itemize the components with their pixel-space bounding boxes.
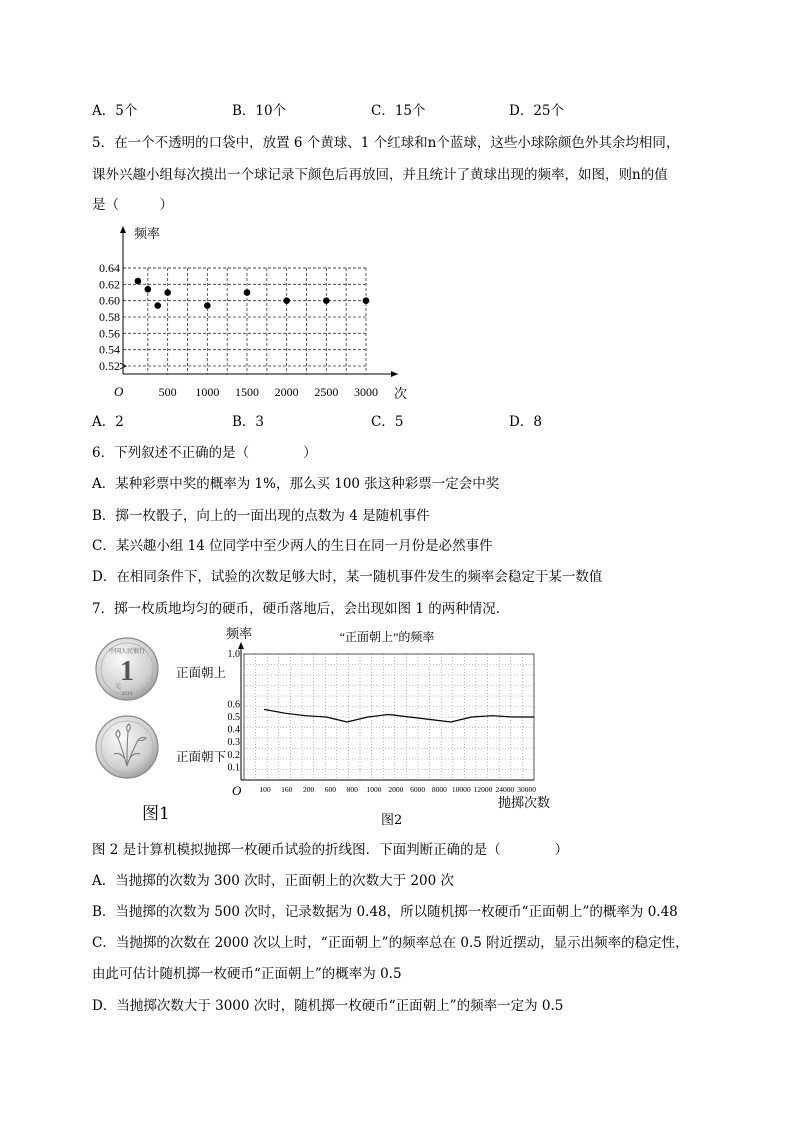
- y-tick-label: 0.56: [99, 326, 120, 341]
- coin-tails-image: [94, 714, 160, 780]
- q7-option-c[interactable]: C．当抛掷的次数在 2000 次以上时，“正面朝上”的频率总在 0.5 附近摆动，显示出频率的稳定性，: [92, 935, 689, 951]
- coin-top-text: 中国人民银行: [108, 649, 146, 655]
- y-tick-label: 1.0: [227, 649, 240, 660]
- coin-denomination: 1: [120, 656, 134, 687]
- data-point: [244, 289, 251, 296]
- q7-option-d[interactable]: D．当抛掷次数大于 3000 次时，随机掷一枚硬币“正面朝上”的频率一定为 0.5: [92, 998, 564, 1014]
- y-tick-label: 0.5: [227, 712, 240, 723]
- q5-option-c[interactable]: C．5: [371, 414, 404, 430]
- q7-option-c-continued: 由此可估计随机掷一枚硬币“正面朝上”的概率为 0.5: [92, 966, 402, 982]
- q5-stem-line3: 是（ ）: [92, 197, 173, 213]
- data-point: [154, 302, 161, 309]
- q5-option-a[interactable]: A．2: [92, 414, 124, 430]
- heads-label: 正面朝上: [176, 665, 227, 680]
- x-axis-arrow: [391, 371, 398, 377]
- coin-unit: 元: [114, 684, 122, 690]
- q7-option-b[interactable]: B．当抛掷的次数为 500 次时，记录数据为 0.48，所以随机掷一枚硬币“正面朝上”的概率为 0.48: [92, 904, 678, 920]
- x-tick-label: 8000: [431, 785, 447, 794]
- data-point: [164, 289, 171, 296]
- fig1-caption: 图1: [142, 804, 170, 824]
- tails-label: 正面朝下: [176, 749, 227, 764]
- y-tick-label: 0.6: [227, 699, 240, 711]
- data-point: [135, 278, 142, 285]
- y-tick-label: 0.4: [227, 724, 240, 736]
- x-tick-label: 3000: [354, 385, 378, 399]
- q5-option-d[interactable]: D．8: [509, 414, 542, 430]
- y-tick-label: 0.1: [227, 762, 240, 774]
- x-tick-label: 24000: [495, 785, 515, 794]
- q7-followup: 图 2 是计算机模拟抛掷一枚硬币试验的折线图．下面判断正确的是（ ）: [92, 842, 569, 858]
- x-tick-label: 200: [302, 785, 315, 794]
- y-tick-label: 0.64: [99, 261, 120, 275]
- q6-option-c[interactable]: C．某兴趣小组 14 位同学中至少两人的生日在同一月份是必然事件: [92, 538, 493, 554]
- coin-heads-image: [94, 636, 160, 702]
- x-tick-label: 2000: [388, 785, 404, 794]
- x-tick-label: 100: [259, 785, 271, 794]
- y-tick-label: 0.60: [99, 293, 120, 308]
- x-tick-label: 1000: [366, 785, 382, 794]
- q7-option-a[interactable]: A．当抛掷的次数为 300 次时，正面朝上的次数大于 200 次: [92, 873, 454, 889]
- x-tick-label: 1500: [235, 385, 259, 399]
- q4-option-d[interactable]: D．25个: [509, 103, 565, 119]
- x-tick-label: 10000: [451, 785, 471, 794]
- q7-coin-frequency-line-chart: [222, 624, 572, 810]
- q6-stem: 6．下列叙述不正确的是（ ）: [92, 445, 317, 461]
- data-point: [145, 286, 152, 293]
- x-tick-label: 6000: [410, 785, 426, 794]
- y-tick-label: 0.62: [99, 277, 120, 292]
- q5-frequency-scatter-chart: [88, 222, 418, 408]
- data-point: [323, 297, 330, 304]
- x-tick-label: 600: [324, 785, 337, 794]
- x-tick-label: 160: [281, 785, 293, 794]
- x-tick-label: 30000: [517, 785, 537, 794]
- data-point: [363, 297, 370, 304]
- y-tick-label: 0.58: [99, 310, 120, 324]
- x-tick-label: 500: [158, 385, 177, 399]
- x-tick-label: 2000: [274, 385, 299, 399]
- y-tick-label: 0.3: [227, 737, 240, 749]
- q6-option-d[interactable]: D．在相同条件下，试验的次数足够大时，某一随机事件发生的频率会稳定于某一数值: [92, 569, 603, 585]
- q4-option-c[interactable]: C．15个: [371, 103, 426, 119]
- x-axis-label: 抛掷次数: [498, 795, 551, 810]
- chart-title: “正面朝上”的频率: [339, 630, 435, 644]
- origin-label: O: [114, 384, 124, 399]
- q6-option-a[interactable]: A．某种彩票中奖的概率为 1%，那么买 100 张这种彩票一定会中奖: [92, 476, 500, 492]
- y-axis-label: 频率: [134, 226, 161, 241]
- origin-label: O: [232, 783, 242, 798]
- q4-option-a[interactable]: A．5个: [92, 103, 138, 119]
- q6-option-b[interactable]: B．掷一枚骰子，向上的一面出现的点数为 4 是随机事件: [92, 508, 430, 524]
- y-tick-label: 0.2: [227, 749, 240, 761]
- x-tick-label: 800: [346, 785, 358, 794]
- y-axis-arrow: [120, 226, 126, 233]
- q5-stem-line2: 课外兴趣小组每次摸出一个球记录下颜色后再放回，并且统计了黄球出现的频率，如图，则n的值: [92, 167, 668, 183]
- coin-year: 2019: [121, 691, 133, 697]
- fig2-caption: 图2: [381, 813, 403, 828]
- x-tick-label: 2500: [314, 385, 339, 399]
- frequency-line: [264, 709, 534, 722]
- x-tick-label: 1000: [195, 385, 220, 399]
- q7-stem: 7．掷一枚质地均匀的硬币，硬币落地后，会出现如图 1 的两种情况．: [92, 601, 510, 617]
- data-point: [204, 302, 211, 309]
- y-axis-label: 频率: [226, 626, 253, 641]
- y-axis-arrow: [238, 642, 244, 649]
- q5-stem-line1: 5．在一个不透明的口袋中，放置 6 个黄球、1 个红球和n个蓝球，这些小球除颜色外其余均相同，: [92, 135, 680, 151]
- x-axis-label: 次: [394, 386, 408, 401]
- q5-option-b[interactable]: B．3: [232, 414, 265, 430]
- y-tick-label: 0.52: [99, 359, 120, 373]
- x-tick-label: 12000: [473, 785, 493, 794]
- y-tick-label: 0.54: [99, 342, 120, 357]
- data-point: [283, 297, 290, 304]
- q4-option-b[interactable]: B．10个: [232, 103, 287, 119]
